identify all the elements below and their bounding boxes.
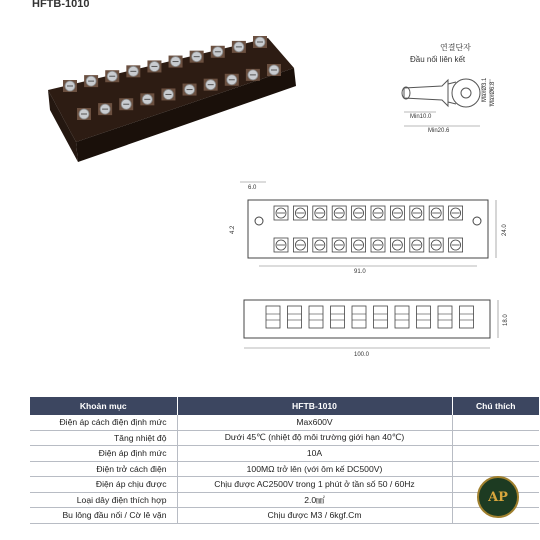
table-row: Điện áp định mức 10A xyxy=(30,446,539,462)
header-model: HFTB-1010 xyxy=(177,397,452,415)
table-row: Điện áp chịu được Chịu được AC2500V trong 1 phút ở tần số 50 / 60Hz xyxy=(30,477,539,493)
dim-max-inner: MaxØ3.1 xyxy=(482,77,488,102)
dim-width: 24.0 xyxy=(502,224,508,236)
header-item: Khoản mục xyxy=(30,397,177,415)
dim-height: 18.0 xyxy=(503,314,509,326)
side-view-drawing xyxy=(226,292,516,362)
dim-pitch: 6.0 xyxy=(248,185,257,191)
product-title: HFTB-1010 xyxy=(32,0,90,10)
ring-terminal-drawing xyxy=(390,40,530,140)
table-row: Loại dây điện thích hợp 2.0㎟ xyxy=(30,492,539,508)
brand-logo: AP xyxy=(477,476,519,518)
dim-hole: 4.2 xyxy=(230,225,236,234)
terminal-block-photo xyxy=(40,30,300,170)
top-view-drawing xyxy=(226,176,516,276)
table-row: Tăng nhiệt độ Dưới 45℃ (nhiệt độ môi trường giới hạn 40℃) xyxy=(30,430,539,446)
spec-table xyxy=(30,397,539,524)
connector-label-ko: 연결단자 xyxy=(440,43,471,52)
table-row: Điện áp cách điện định mức Max600V xyxy=(30,415,539,430)
dim-total-len: 100.0 xyxy=(354,352,370,358)
dim-inner-len: 91.0 xyxy=(354,269,366,275)
dim-min-len1: Min10.0 xyxy=(410,114,432,120)
header-note: Chú thích xyxy=(452,397,539,415)
table-row: Điện trở cách điện 100MΩ trở lên (với ôm kế DC500V) xyxy=(30,461,539,477)
dim-min-len2: Min20.6 xyxy=(428,128,450,134)
dim-max-outer: MaxØ6.8 xyxy=(490,81,496,106)
table-row: Bu lông đầu nối / Cờ lê vặn Chịu được M3 / 6kgf.Cm xyxy=(30,508,539,524)
connector-label-vi: Đầu nối liên kết xyxy=(410,55,466,64)
